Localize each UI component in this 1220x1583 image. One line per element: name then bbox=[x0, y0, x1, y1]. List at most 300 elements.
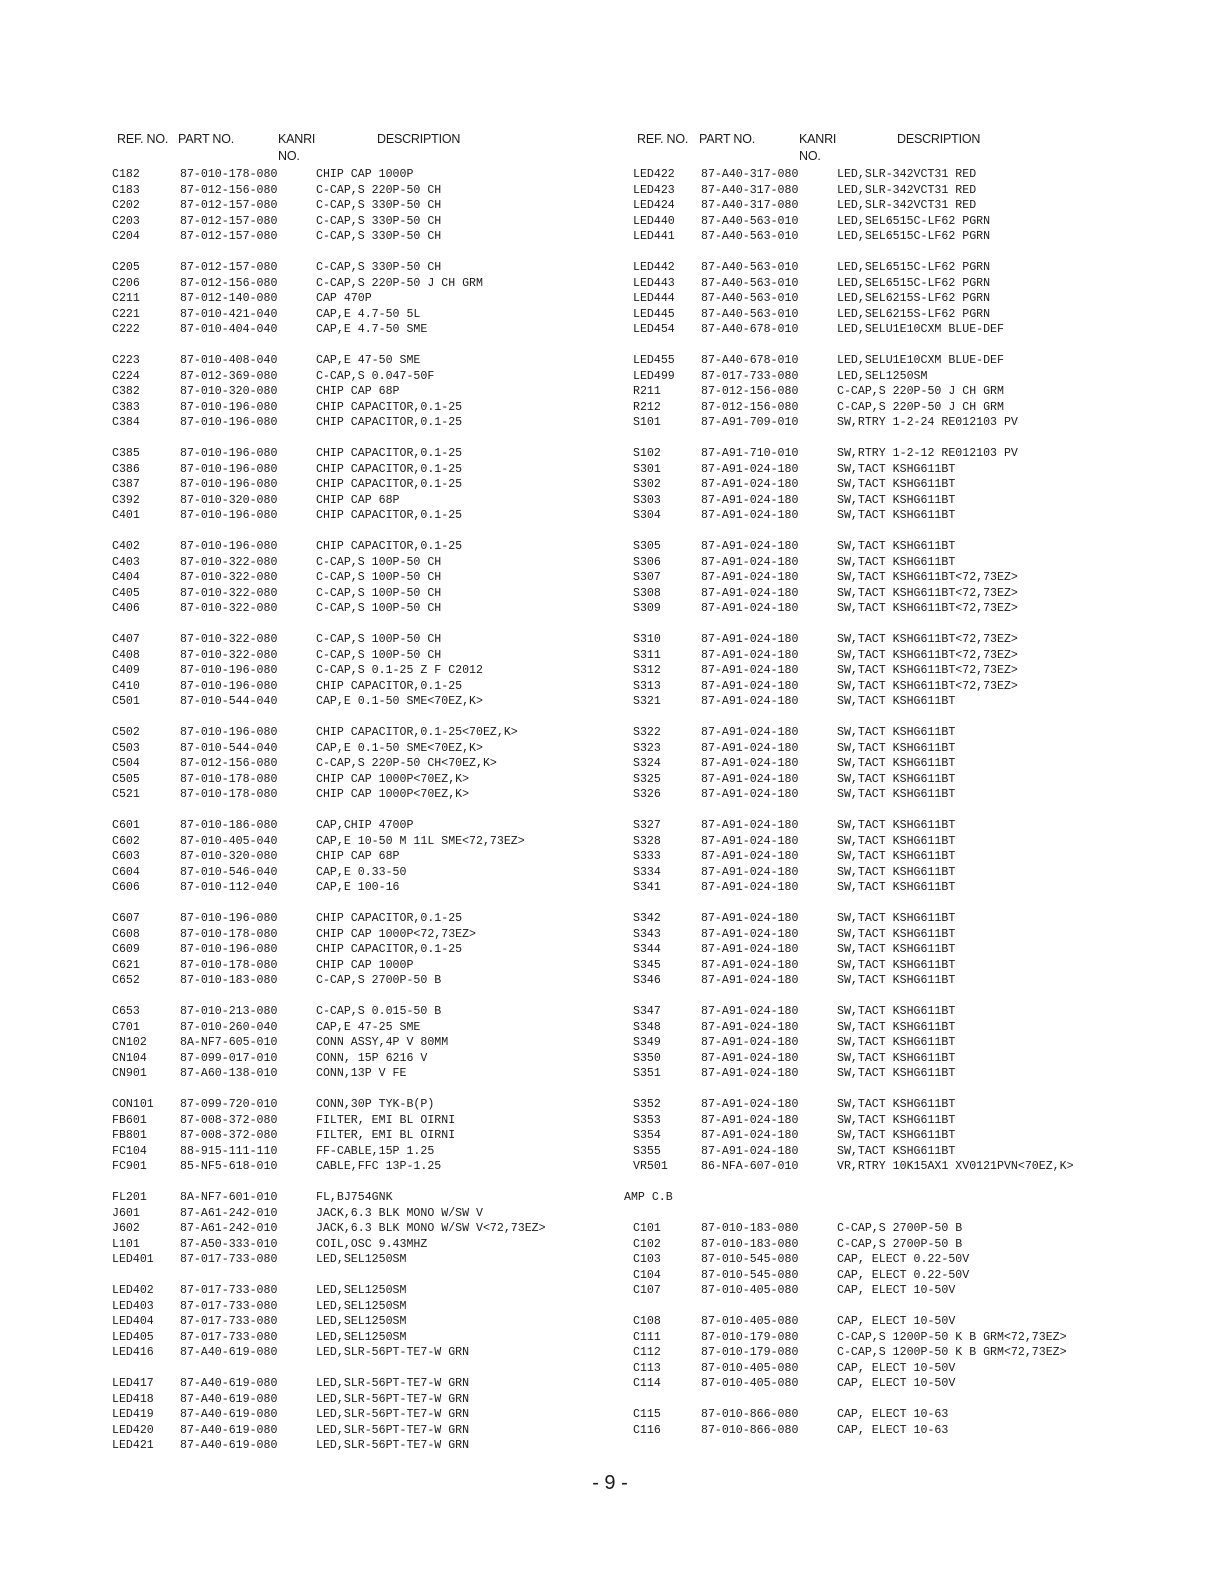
part-no-cell: 87-A91-024-180 bbox=[701, 1051, 799, 1065]
part-no-cell: 87-010-196-080 bbox=[180, 726, 278, 739]
part-no-cell: 8A-NF7-601-010 bbox=[180, 1191, 278, 1204]
description-cell: C-CAP,S 100P-50 CH bbox=[316, 571, 442, 584]
description-cell: SW,TACT KSHG611BT bbox=[837, 726, 956, 739]
part-no-cell: 87-A91-024-180 bbox=[701, 1098, 799, 1111]
part-no-cell: 87-010-405-040 bbox=[180, 834, 278, 848]
part-no-cell: 87-010-183-080 bbox=[701, 1237, 799, 1251]
table-row bbox=[112, 1113, 592, 1129]
part-no-cell: 87-010-544-040 bbox=[180, 741, 278, 755]
ref-no-cell: C407 bbox=[112, 633, 140, 646]
ref-no-cell: S321 bbox=[633, 695, 661, 708]
ref-no-cell: LED416 bbox=[112, 1346, 154, 1359]
part-no-cell: 87-A40-563-010 bbox=[701, 276, 799, 290]
ref-no-cell: S326 bbox=[633, 788, 661, 801]
table-row bbox=[112, 1392, 592, 1408]
ref-no-cell: C387 bbox=[112, 478, 140, 491]
description-cell: CAP, ELECT 10-50V bbox=[837, 1361, 956, 1375]
table-row bbox=[633, 1345, 1213, 1361]
part-no-cell: 87-A40-317-080 bbox=[701, 183, 799, 197]
table-row bbox=[633, 741, 1213, 757]
table-row bbox=[633, 1314, 1213, 1330]
table-row bbox=[112, 601, 592, 617]
part-no-cell: 87-A91-024-180 bbox=[701, 648, 799, 662]
table-row bbox=[112, 477, 592, 493]
part-no-cell: 87-010-404-040 bbox=[180, 323, 278, 336]
table-row bbox=[633, 167, 1213, 183]
description-cell: CHIP CAPACITOR,0.1-25 bbox=[316, 462, 463, 476]
description-cell: SW,TACT KSHG611BT bbox=[837, 509, 956, 522]
part-no-cell: 87-010-322-080 bbox=[180, 571, 278, 584]
ref-no-cell: C182 bbox=[112, 168, 140, 181]
description-cell: CHIP CAP 1000P<70EZ,K> bbox=[316, 772, 470, 786]
table-row bbox=[112, 1128, 592, 1144]
description-cell: SW,TACT KSHG611BT<72,73EZ> bbox=[837, 664, 1018, 677]
table-row bbox=[112, 1407, 592, 1423]
part-no-cell: 87-A91-024-180 bbox=[701, 1036, 799, 1049]
ref-no-cell: FC901 bbox=[112, 1160, 147, 1173]
description-cell: CAP,E 0.1-50 SME<70EZ,K> bbox=[316, 741, 483, 755]
description-cell: C-CAP,S 100P-50 CH bbox=[316, 555, 442, 569]
table-row bbox=[633, 849, 1213, 865]
description-cell: CHIP CAPACITOR,0.1-25 bbox=[316, 400, 463, 414]
description-cell: CAP,E 0.1-50 SME<70EZ,K> bbox=[316, 695, 483, 708]
description-cell: CHIP CAPACITOR,0.1-25<70EZ,K> bbox=[316, 726, 518, 739]
part-no-cell: 87-017-733-080 bbox=[180, 1299, 278, 1313]
ref-no-cell: C113 bbox=[633, 1361, 661, 1375]
description-cell: SW,TACT KSHG611BT bbox=[837, 741, 956, 755]
description-cell: C-CAP,S 330P-50 CH bbox=[316, 199, 442, 212]
table-row bbox=[633, 1051, 1213, 1067]
table-row bbox=[112, 493, 592, 509]
group-spacer bbox=[633, 1082, 1213, 1098]
description-cell: C-CAP,S 0.015-50 B bbox=[316, 1005, 442, 1018]
description-cell: CAP,E 100-16 bbox=[316, 881, 400, 894]
ref-no-cell: C203 bbox=[112, 214, 140, 228]
ref-no-cell: C211 bbox=[112, 292, 140, 305]
description-cell: C-CAP,S 100P-50 CH bbox=[316, 586, 442, 600]
table-row bbox=[633, 570, 1213, 586]
part-no-cell: 87-010-178-080 bbox=[180, 168, 278, 181]
ref-no-cell: J602 bbox=[112, 1222, 140, 1235]
ref-no-cell: C103 bbox=[633, 1253, 661, 1266]
table-row bbox=[112, 198, 592, 214]
ref-no-cell: C115 bbox=[633, 1408, 661, 1421]
table-row bbox=[112, 927, 592, 943]
part-no-cell: 87-010-320-080 bbox=[180, 493, 278, 507]
table-row bbox=[112, 214, 592, 230]
table-row bbox=[112, 260, 592, 276]
part-no-cell: 87-A91-024-180 bbox=[701, 1067, 799, 1080]
ref-no-cell: J601 bbox=[112, 1206, 140, 1220]
table-row bbox=[112, 539, 592, 555]
part-no-cell: 87-010-196-080 bbox=[180, 416, 278, 429]
group-spacer bbox=[112, 803, 592, 819]
ref-no-cell: LED419 bbox=[112, 1408, 154, 1421]
table-row bbox=[633, 586, 1213, 602]
ref-no-cell: C107 bbox=[633, 1284, 661, 1297]
table-row bbox=[633, 415, 1213, 431]
ref-no-cell: LED405 bbox=[112, 1330, 154, 1344]
description-cell: CONN,30P TYK-B(P) bbox=[316, 1098, 435, 1111]
ref-no-cell: LED418 bbox=[112, 1392, 154, 1406]
table-row bbox=[112, 291, 592, 307]
table-row bbox=[112, 1159, 592, 1175]
table-row bbox=[633, 927, 1213, 943]
ref-no-cell: C408 bbox=[112, 648, 140, 662]
description-cell: CONN, 15P 6216 V bbox=[316, 1051, 428, 1065]
table-row bbox=[633, 1159, 1213, 1175]
table-row bbox=[112, 384, 592, 400]
table-row bbox=[633, 1361, 1213, 1377]
description-cell: C-CAP,S 220P-50 J CH GRM bbox=[316, 276, 483, 290]
part-no-cell: 87-A91-024-180 bbox=[701, 1129, 799, 1142]
description-cell: COIL,OSC 9.43MHZ bbox=[316, 1237, 428, 1251]
ref-no-cell: C501 bbox=[112, 695, 140, 708]
table-row bbox=[112, 834, 592, 850]
part-no-cell: 87-010-196-080 bbox=[180, 400, 278, 414]
table-row bbox=[633, 1113, 1213, 1129]
part-no-cell: 87-A91-024-180 bbox=[701, 834, 799, 848]
description-cell: C-CAP,S 1200P-50 K B GRM<72,73EZ> bbox=[837, 1330, 1067, 1344]
table-row bbox=[633, 1283, 1213, 1299]
table-row bbox=[112, 183, 592, 199]
part-no-cell: 87-012-156-080 bbox=[701, 400, 799, 414]
ref-no-cell: S345 bbox=[633, 958, 661, 972]
part-no-cell: 87-010-322-080 bbox=[180, 602, 278, 615]
table-row bbox=[633, 1020, 1213, 1036]
table-row bbox=[112, 555, 592, 571]
ref-no-cell: C604 bbox=[112, 865, 140, 879]
group-spacer bbox=[112, 989, 592, 1005]
ref-no-cell: S322 bbox=[633, 726, 661, 739]
part-no-cell: 87-A91-024-180 bbox=[701, 865, 799, 879]
part-no-cell: 87-A91-024-180 bbox=[701, 881, 799, 894]
ref-no-cell: S346 bbox=[633, 974, 661, 987]
table-row bbox=[112, 570, 592, 586]
part-no-cell: 87-A91-024-180 bbox=[701, 850, 799, 863]
part-no-cell: 87-A91-024-180 bbox=[701, 974, 799, 987]
part-no-cell: 87-017-733-080 bbox=[180, 1253, 278, 1266]
part-no-cell: 87-012-369-080 bbox=[180, 369, 278, 383]
part-no-cell: 87-012-157-080 bbox=[180, 261, 278, 274]
ref-no-cell: LED403 bbox=[112, 1299, 154, 1313]
ref-no-cell: C502 bbox=[112, 726, 140, 739]
part-no-cell: 87-010-196-080 bbox=[180, 679, 278, 693]
description-cell: C-CAP,S 330P-50 CH bbox=[316, 261, 442, 274]
description-cell: LED,SLR-56PT-TE7-W GRN bbox=[316, 1423, 470, 1437]
part-no-cell: 87-010-545-080 bbox=[701, 1253, 799, 1266]
table-row bbox=[633, 493, 1213, 509]
ref-no-cell: C111 bbox=[633, 1330, 661, 1344]
ref-no-cell: C402 bbox=[112, 540, 140, 553]
header-ref-no: REF. NO. bbox=[117, 132, 169, 146]
section-heading bbox=[624, 1190, 1213, 1206]
description-cell: FF-CABLE,15P 1.25 bbox=[316, 1144, 435, 1158]
ref-no-cell: C653 bbox=[112, 1005, 140, 1018]
part-no-cell: 87-017-733-080 bbox=[180, 1330, 278, 1344]
description-cell: C-CAP,S 100P-50 CH bbox=[316, 633, 442, 646]
ref-no-cell: S101 bbox=[633, 416, 661, 429]
description-cell: LED,SEL6515C-LF62 PGRN bbox=[837, 261, 991, 274]
table-row bbox=[633, 1376, 1213, 1392]
description-cell: CHIP CAP 68P bbox=[316, 385, 400, 398]
ref-no-cell: S352 bbox=[633, 1098, 661, 1111]
ref-no-cell: S325 bbox=[633, 772, 661, 786]
description-cell: LED,SLR-56PT-TE7-W GRN bbox=[316, 1408, 470, 1421]
ref-no-cell: FL201 bbox=[112, 1191, 147, 1204]
part-no-cell: 87-A91-024-180 bbox=[701, 478, 799, 491]
table-row bbox=[112, 1051, 592, 1067]
table-row bbox=[633, 1004, 1213, 1020]
part-no-cell: 87-008-372-080 bbox=[180, 1129, 278, 1142]
ref-no-cell: C383 bbox=[112, 400, 140, 414]
group-spacer bbox=[112, 1268, 592, 1284]
table-row bbox=[633, 958, 1213, 974]
ref-no-cell: S301 bbox=[633, 462, 661, 476]
table-row bbox=[112, 787, 592, 803]
ref-no-cell: LED454 bbox=[633, 323, 675, 336]
table-row bbox=[112, 1376, 592, 1392]
ref-no-cell: S351 bbox=[633, 1067, 661, 1080]
ref-no-cell: FB801 bbox=[112, 1129, 147, 1142]
group-spacer bbox=[633, 431, 1213, 447]
description-cell: CHIP CAPACITOR,0.1-25 bbox=[316, 416, 463, 429]
part-no-cell: 87-010-544-040 bbox=[180, 695, 278, 708]
ref-no-cell: S354 bbox=[633, 1129, 661, 1142]
part-no-cell: 87-A91-024-180 bbox=[701, 1020, 799, 1034]
part-no-cell: 87-A91-024-180 bbox=[701, 927, 799, 941]
part-no-cell: 87-A91-024-180 bbox=[701, 912, 799, 925]
description-cell: SW,RTRY 1-2-24 RE012103 PV bbox=[837, 416, 1018, 429]
description-cell: C-CAP,S 220P-50 CH bbox=[316, 183, 442, 197]
header-description: DESCRIPTION bbox=[897, 132, 981, 146]
table-row bbox=[633, 772, 1213, 788]
ref-no-cell: S334 bbox=[633, 865, 661, 879]
part-no-cell: 87-010-408-040 bbox=[180, 354, 278, 367]
part-no-cell: 87-010-178-080 bbox=[180, 927, 278, 941]
ref-no-cell: C224 bbox=[112, 369, 140, 383]
part-no-cell: 87-010-322-080 bbox=[180, 586, 278, 600]
ref-no-cell: LED421 bbox=[112, 1439, 154, 1452]
description-cell: VR,RTRY 10K15AX1 XV0121PVN<70EZ,K> bbox=[837, 1160, 1074, 1173]
description-cell: LED,SEL6515C-LF62 PGRN bbox=[837, 214, 991, 228]
part-no-cell: 87-017-733-080 bbox=[180, 1315, 278, 1328]
ref-no-cell: LED420 bbox=[112, 1423, 154, 1437]
part-no-cell: 87-010-186-080 bbox=[180, 819, 278, 832]
part-no-cell: 87-010-178-080 bbox=[180, 772, 278, 786]
table-row bbox=[633, 1407, 1213, 1423]
ref-no-cell: C607 bbox=[112, 912, 140, 925]
description-cell: CHIP CAP 1000P bbox=[316, 168, 414, 181]
description-cell: CHIP CAPACITOR,0.1-25 bbox=[316, 912, 463, 925]
ref-no-cell: S355 bbox=[633, 1144, 661, 1158]
ref-no-cell: L101 bbox=[112, 1237, 140, 1251]
ref-no-cell: S102 bbox=[633, 447, 661, 460]
part-no-cell: 87-A40-563-010 bbox=[701, 230, 799, 243]
table-row bbox=[112, 307, 592, 323]
description-cell: CHIP CAP 68P bbox=[316, 850, 400, 863]
table-row bbox=[112, 167, 592, 183]
part-no-cell: 87-010-322-080 bbox=[180, 648, 278, 662]
description-cell: FILTER, EMI BL OIRNI bbox=[316, 1113, 456, 1127]
description-cell: C-CAP,S 2700P-50 B bbox=[837, 1222, 963, 1235]
part-no-cell: 87-A91-024-180 bbox=[701, 943, 799, 956]
table-row bbox=[633, 973, 1213, 989]
description-cell: LED,SEL1250SM bbox=[837, 369, 928, 383]
table-row bbox=[112, 772, 592, 788]
part-no-cell: 87-010-866-080 bbox=[701, 1423, 799, 1437]
description-cell: C-CAP,S 0.047-50F bbox=[316, 369, 435, 383]
description-cell: LED,SLR-342VCT31 RED bbox=[837, 199, 977, 212]
description-cell: CHIP CAPACITOR,0.1-25 bbox=[316, 509, 463, 522]
description-cell: LED,SELU1E10CXM BLUE-DEF bbox=[837, 354, 1004, 367]
part-no-cell: 87-A61-242-010 bbox=[180, 1206, 278, 1220]
part-no-cell: 87-010-322-080 bbox=[180, 555, 278, 569]
part-no-cell: 87-A91-024-180 bbox=[701, 958, 799, 972]
part-no-cell: 87-099-720-010 bbox=[180, 1098, 278, 1111]
part-no-cell: 87-010-178-080 bbox=[180, 958, 278, 972]
description-cell: CAP,E 4.7-50 5L bbox=[316, 307, 421, 321]
ref-no-cell: CON101 bbox=[112, 1098, 154, 1111]
group-spacer bbox=[633, 1299, 1213, 1315]
part-no-cell: 87-010-179-080 bbox=[701, 1346, 799, 1359]
part-no-cell: 87-A40-317-080 bbox=[701, 168, 799, 181]
ref-no-cell: LED422 bbox=[633, 168, 675, 181]
part-no-cell: 87-A91-024-180 bbox=[701, 509, 799, 522]
ref-no-cell: LED442 bbox=[633, 261, 675, 274]
table-row bbox=[112, 1423, 592, 1439]
ref-no-cell: C652 bbox=[112, 974, 140, 987]
table-row bbox=[633, 1237, 1213, 1253]
description-cell: SW,TACT KSHG611BT bbox=[837, 819, 956, 832]
description-cell: SW,TACT KSHG611BT bbox=[837, 881, 956, 894]
ref-no-cell: S327 bbox=[633, 819, 661, 832]
part-no-cell: 87-A91-024-180 bbox=[701, 757, 799, 770]
table-row bbox=[112, 1330, 592, 1346]
part-no-cell: 87-A40-619-080 bbox=[180, 1346, 278, 1359]
table-row bbox=[112, 818, 592, 834]
part-no-cell: 87-012-157-080 bbox=[180, 230, 278, 243]
ref-no-cell: S313 bbox=[633, 679, 661, 693]
ref-no-cell: LED404 bbox=[112, 1315, 154, 1328]
table-row bbox=[112, 586, 592, 602]
description-cell: LED,SEL6515C-LF62 PGRN bbox=[837, 230, 991, 243]
description-cell: LED,SLR-56PT-TE7-W GRN bbox=[316, 1439, 470, 1452]
description-cell: CAP, ELECT 10-50V bbox=[837, 1315, 956, 1328]
description-cell: SW,TACT KSHG611BT bbox=[837, 540, 956, 553]
part-no-cell: 87-012-156-080 bbox=[701, 385, 799, 398]
description-cell: SW,TACT KSHG611BT bbox=[837, 1005, 956, 1018]
table-row bbox=[633, 648, 1213, 664]
part-no-cell: 87-A91-024-180 bbox=[701, 602, 799, 615]
ref-no-cell: S323 bbox=[633, 741, 661, 755]
part-no-cell: 87-010-260-040 bbox=[180, 1020, 278, 1034]
description-cell: CHIP CAPACITOR,0.1-25 bbox=[316, 447, 463, 460]
ref-no-cell: LED402 bbox=[112, 1284, 154, 1297]
part-no-cell: 87-A91-024-180 bbox=[701, 726, 799, 739]
ref-no-cell: FB601 bbox=[112, 1113, 147, 1127]
part-no-cell: 87-A40-563-010 bbox=[701, 307, 799, 321]
description-cell: CAP, ELECT 10-50V bbox=[837, 1377, 956, 1390]
table-row bbox=[112, 1144, 592, 1160]
table-row bbox=[633, 880, 1213, 896]
description-cell: SW,TACT KSHG611BT bbox=[837, 1129, 956, 1142]
description-cell: SW,TACT KSHG611BT bbox=[837, 943, 956, 956]
ref-no-cell: LED424 bbox=[633, 199, 675, 212]
description-cell: FL,BJ754GNK bbox=[316, 1191, 393, 1204]
table-row bbox=[633, 198, 1213, 214]
table-row bbox=[112, 1004, 592, 1020]
ref-no-cell: S307 bbox=[633, 571, 661, 584]
ref-no-cell: C392 bbox=[112, 493, 140, 507]
table-row bbox=[633, 446, 1213, 462]
ref-no-cell: S306 bbox=[633, 555, 661, 569]
table-row bbox=[633, 353, 1213, 369]
table-row bbox=[633, 462, 1213, 478]
table-row bbox=[112, 1035, 592, 1051]
table-row bbox=[633, 508, 1213, 524]
part-no-cell: 87-010-196-080 bbox=[180, 664, 278, 677]
group-spacer bbox=[633, 896, 1213, 912]
table-row bbox=[112, 849, 592, 865]
ref-no-cell: C104 bbox=[633, 1268, 661, 1282]
table-row bbox=[112, 942, 592, 958]
ref-no-cell: S309 bbox=[633, 602, 661, 615]
ref-no-cell: C608 bbox=[112, 927, 140, 941]
ref-no-cell: S324 bbox=[633, 757, 661, 770]
ref-no-cell: C183 bbox=[112, 183, 140, 197]
ref-no-cell: S349 bbox=[633, 1036, 661, 1049]
part-no-cell: 87-010-405-080 bbox=[701, 1361, 799, 1375]
description-cell: C-CAP,S 0.1-25 Z F C2012 bbox=[316, 664, 483, 677]
part-no-cell: 87-010-196-080 bbox=[180, 509, 278, 522]
part-no-cell: 87-A91-024-180 bbox=[701, 586, 799, 600]
description-cell: SW,TACT KSHG611BT bbox=[837, 834, 956, 848]
table-row bbox=[112, 276, 592, 292]
part-no-cell: 87-017-733-080 bbox=[180, 1284, 278, 1297]
description-cell: CHIP CAPACITOR,0.1-25 bbox=[316, 679, 463, 693]
ref-no-cell: C116 bbox=[633, 1423, 661, 1437]
part-no-cell: 87-A91-024-180 bbox=[701, 540, 799, 553]
table-row bbox=[112, 1283, 592, 1299]
description-cell: SW,RTRY 1-2-12 RE012103 PV bbox=[837, 447, 1018, 460]
table-row bbox=[633, 477, 1213, 493]
ref-no-cell: R211 bbox=[633, 385, 661, 398]
table-row bbox=[633, 601, 1213, 617]
description-cell: CAP, ELECT 10-50V bbox=[837, 1284, 956, 1297]
table-row bbox=[112, 229, 592, 245]
description-cell: CAP,E 10-50 M 11L SME<72,73EZ> bbox=[316, 834, 525, 848]
part-no-cell: 87-010-421-040 bbox=[180, 307, 278, 321]
ref-no-cell: S304 bbox=[633, 509, 661, 522]
part-no-cell: 87-A50-333-010 bbox=[180, 1237, 278, 1251]
ref-no-cell: C406 bbox=[112, 602, 140, 615]
header-kanri-no: NO. bbox=[278, 149, 300, 163]
part-no-cell: 87-017-733-080 bbox=[701, 369, 799, 383]
ref-no-cell: C202 bbox=[112, 199, 140, 212]
part-no-cell: 87-010-196-080 bbox=[180, 478, 278, 491]
description-cell: LED,SELU1E10CXM BLUE-DEF bbox=[837, 323, 1004, 336]
part-no-cell: 87-A91-024-180 bbox=[701, 741, 799, 755]
description-cell: CHIP CAP 1000P<70EZ,K> bbox=[316, 788, 470, 801]
table-row bbox=[633, 291, 1213, 307]
description-cell: SW,TACT KSHG611BT<72,73EZ> bbox=[837, 679, 1018, 693]
header-kanri-no: NO. bbox=[799, 149, 821, 163]
description-cell: LED,SLR-56PT-TE7-W GRN bbox=[316, 1377, 470, 1390]
part-no-cell: 87-010-183-080 bbox=[701, 1222, 799, 1235]
description-cell: CAP,E 47-25 SME bbox=[316, 1020, 421, 1034]
description-cell: CAP, ELECT 0.22-50V bbox=[837, 1268, 970, 1282]
